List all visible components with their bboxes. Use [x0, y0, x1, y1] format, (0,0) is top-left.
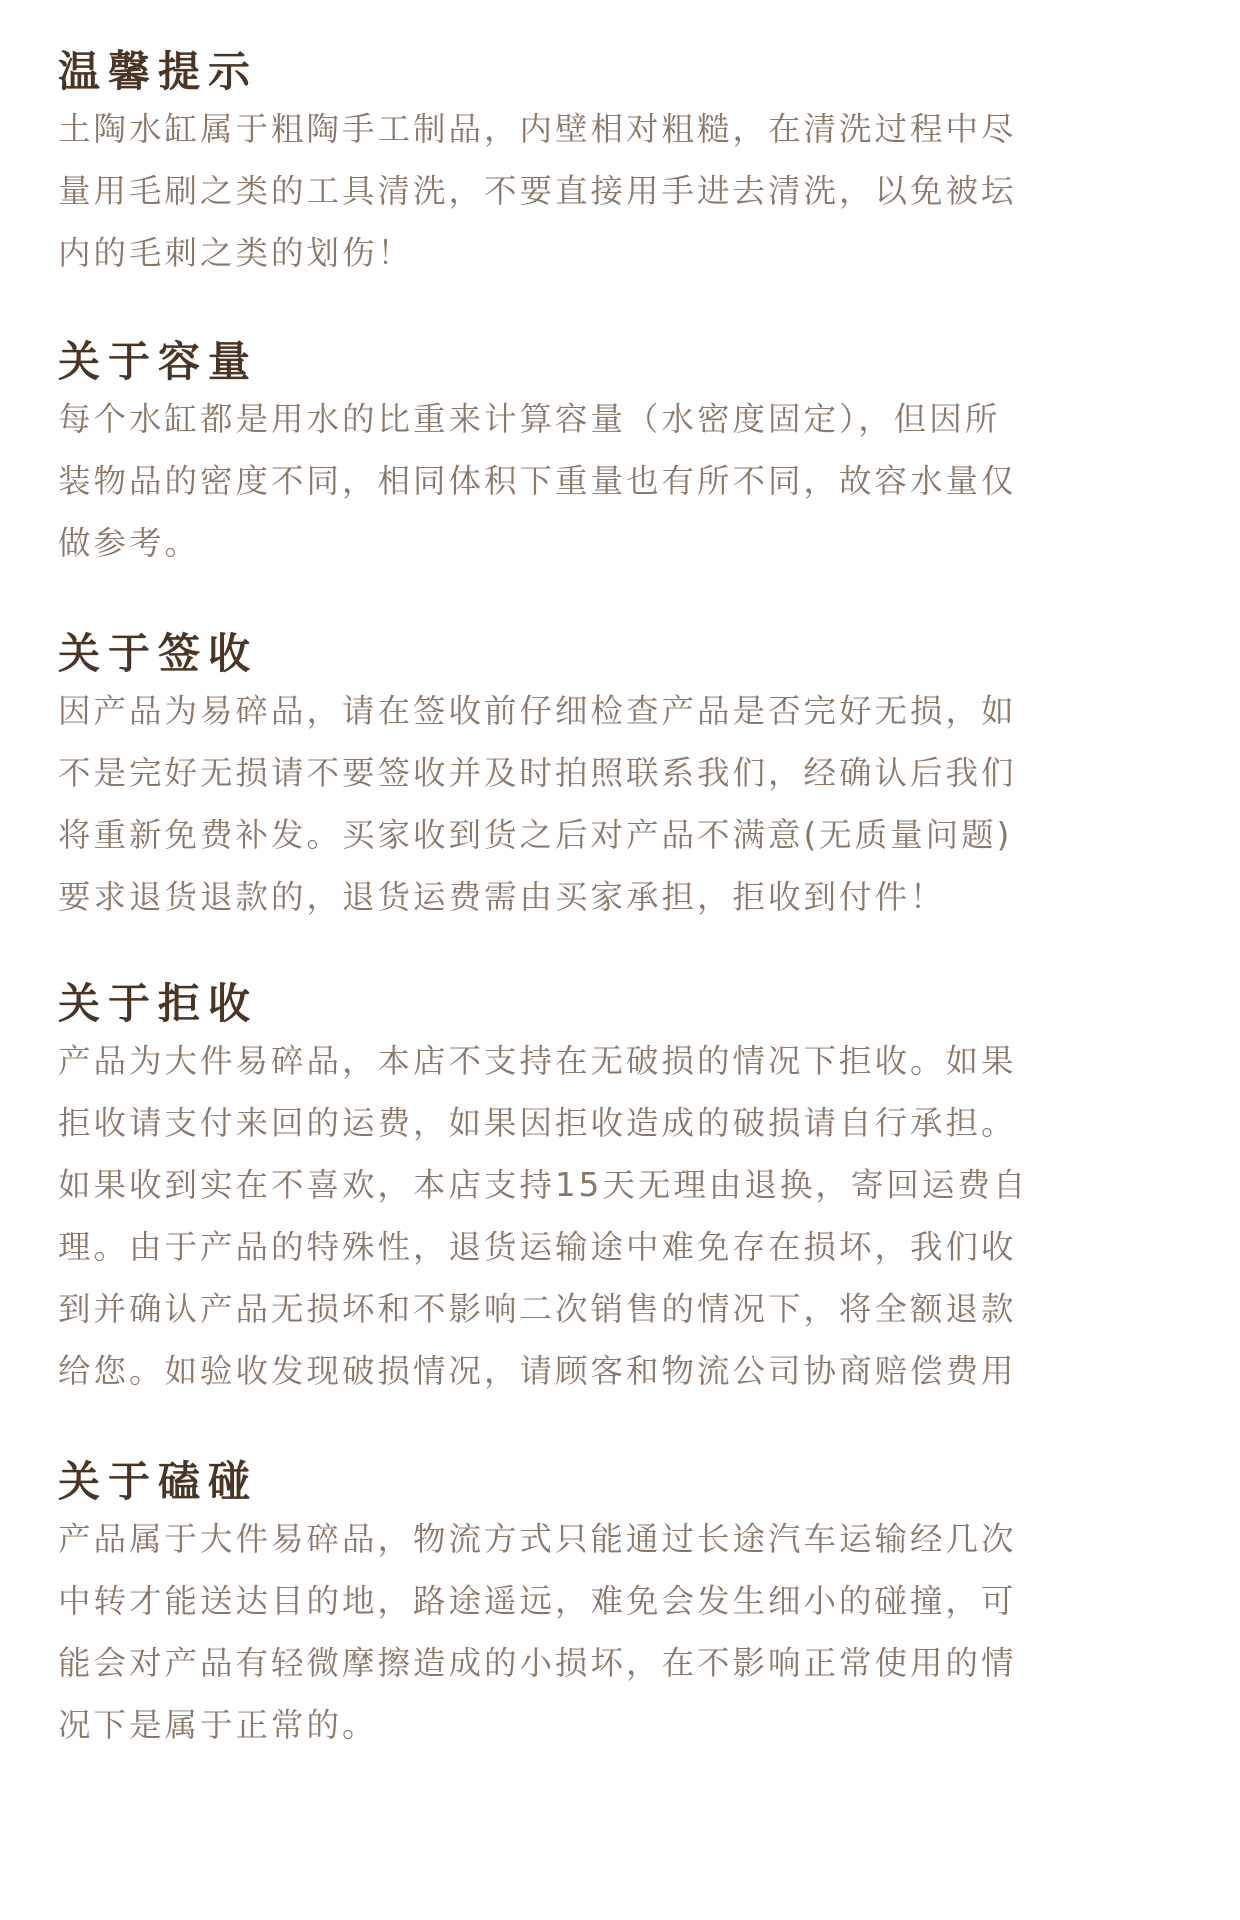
section-title: 关于磕碰 [58, 1457, 259, 1506]
body-line: 要求退货退款的，退货运费需由买家承担，拒收到付件！ [58, 878, 946, 916]
section-title: 关于签收 [58, 629, 259, 678]
body-line: 如果收到实在不喜欢，本店支持15天无理由退换，寄回运费自 [58, 1166, 1029, 1204]
body-line: 内的毛刺之类的划伤！ [58, 234, 414, 272]
body-line: 土陶水缸属于粗陶手工制品，内壁相对粗糙，在清洗过程中尽 [58, 110, 1017, 148]
body-line: 将重新免费补发。买家收到货之后对产品不满意(无质量问题) [58, 816, 1013, 854]
body-line: 产品属于大件易碎品，物流方式只能通过长途汽车运输经几次 [58, 1520, 1017, 1558]
body-line: 给您。如验收发现破损情况，请顾客和物流公司协商赔偿费用 [58, 1352, 1017, 1390]
body-line: 况下是属于正常的。 [58, 1706, 378, 1744]
body-line: 做参考。 [58, 524, 201, 562]
section-capacity [58, 336, 1188, 574]
body-line: 拒收请支付来回的运费，如果因拒收造成的破损请自行承担。 [58, 1104, 1017, 1142]
body-line: 到并确认产品无损坏和不影响二次销售的情况下，将全额退款 [58, 1290, 1017, 1328]
section-title: 关于容量 [58, 337, 259, 386]
body-line: 每个水缸都是用水的比重来计算容量（水密度固定），但因所 [58, 400, 1001, 438]
body-line: 装物品的密度不同，相同体积下重量也有所不同，故容水量仅 [58, 462, 1017, 500]
body-line: 理。由于产品的特殊性，退货运输途中难免存在损坏，我们收 [58, 1228, 1017, 1266]
body-line: 量用毛刷之类的工具清洗，不要直接用手进去清洗，以免被坛 [58, 172, 1017, 210]
section-rejection [58, 978, 1188, 1402]
body-line: 不是完好无损请不要签收并及时拍照联系我们，经确认后我们 [58, 754, 1017, 792]
section-warm-tips [58, 46, 1188, 284]
body-line: 因产品为易碎品，请在签收前仔细检查产品是否完好无损，如 [58, 692, 1017, 730]
section-title: 温馨提示 [58, 47, 259, 96]
section-title: 关于拒收 [58, 979, 259, 1028]
body-line: 产品为大件易碎品，本店不支持在无破损的情况下拒收。如果 [58, 1042, 1017, 1080]
section-bumps [58, 1456, 1188, 1756]
body-line: 能会对产品有轻微摩擦造成的小损坏，在不影响正常使用的情 [58, 1644, 1017, 1682]
body-line: 中转才能送达目的地，路途遥远，难免会发生细小的碰撞，可 [58, 1582, 1017, 1620]
section-signing [58, 628, 1188, 928]
